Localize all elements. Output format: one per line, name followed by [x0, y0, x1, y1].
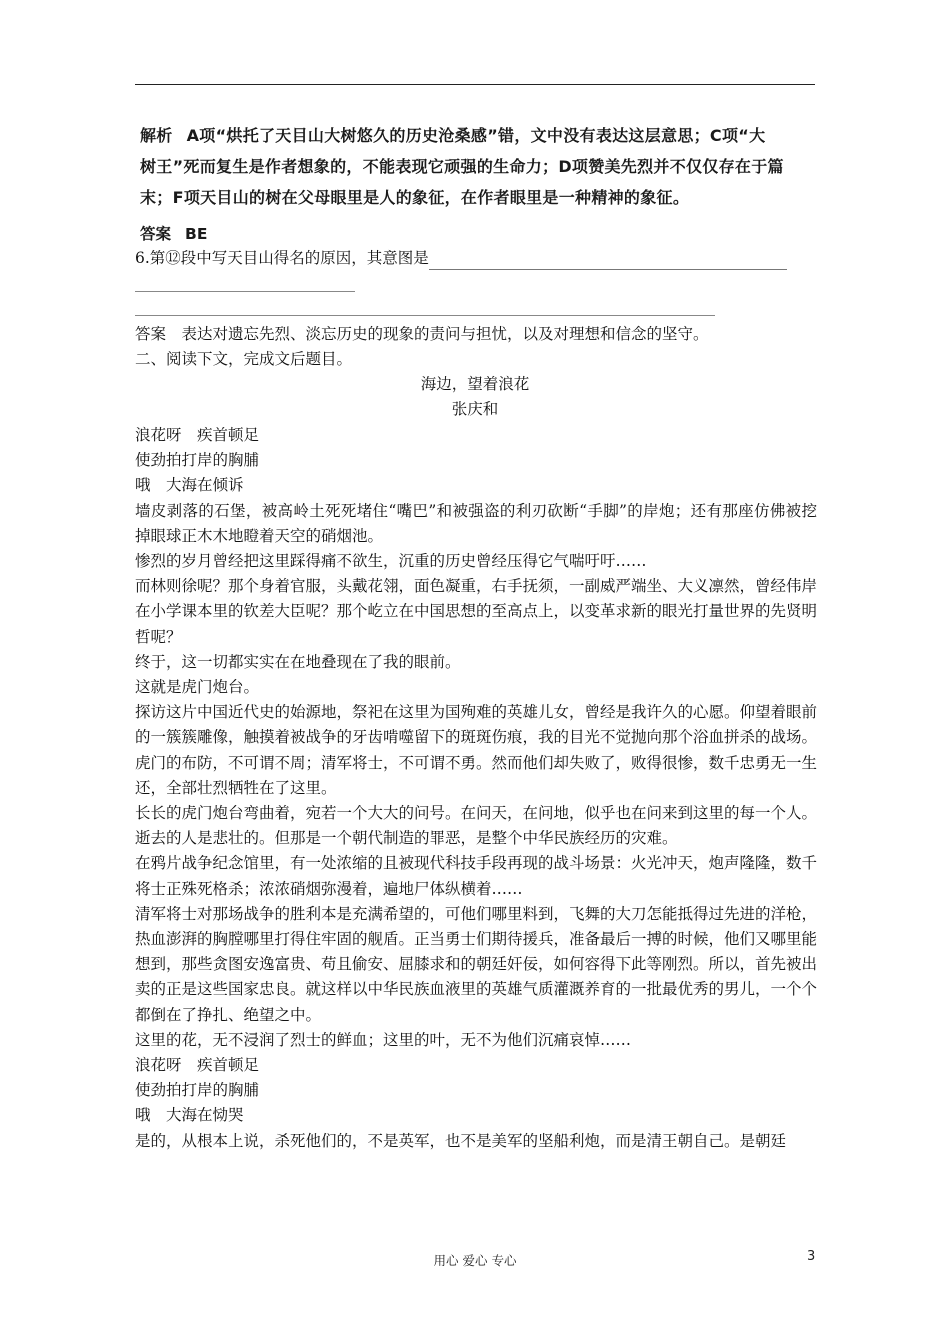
analysis-line-1: 解析 A项“烘托了天目山大树悠久的历史沧桑感”错，文中没有表达这层意思；C项“大	[140, 126, 766, 145]
paragraph: 墙皮剥落的石堡，被高岭土死死堵住“嘴巴”和被强盗的利刃砍断“手脚”的岸炮；还有那座仿佛被挖掉眼球正木木地瞪着天空的硝烟池。	[135, 501, 817, 545]
article-author: 张庆和	[451, 400, 499, 418]
question-6	[135, 246, 815, 270]
paragraph: 虎门的布防，不可谓不周；清军将士，不可谓不勇。然而他们却失败了，败得很惨，数千忠勇无一生还，全部壮烈牺牲在了这里。	[135, 753, 818, 797]
paragraph: 惨烈的岁月曾经把这里踩得痛不欲生，沉重的历史曾经压得它气喘吁吁……	[135, 552, 647, 571]
section-2-heading: 二、阅读下文，完成文后题目。	[135, 350, 353, 368]
paragraph: 长长的虎门炮台弯曲着，宛若一个大大的问号。在问天，在问地，似乎也在问来到这里的每一个人。	[135, 804, 818, 823]
answer-blank-line-3	[135, 315, 715, 316]
answer-value: BE	[185, 225, 208, 243]
page-footer: 用心 爱心 专心	[433, 1253, 517, 1268]
article-body	[135, 423, 817, 1154]
answer-6-text: 表达对遗忘先烈、淡忘历史的现象的责问与担忧，以及对理想和信念的坚守。	[181, 325, 709, 343]
page-number: 3	[807, 1249, 816, 1264]
answer-blank-line-2	[135, 291, 355, 292]
answer-6	[135, 322, 815, 346]
answer-blank	[429, 249, 787, 270]
header-rule	[135, 84, 815, 85]
paragraph: 浪花呀 疾首顿足	[135, 1056, 260, 1075]
paragraph: 探访这片中国近代史的始源地，祭祀在这里为国殉难的英雄儿女，曾经是我许久的心愿。仰望着眼前的一簇簇雕像，触摸着被战争的牙齿啃噬留下的斑斑伤痕，我的目光不觉抛向那个浴血拼杀的战场。	[135, 703, 818, 747]
paragraph: 清军将士对那场战争的胜利本是充满希望的，可他们哪里料到，飞舞的大刀怎能抵得过先进的洋枪，热血澎湃的胸膛哪里打得住牢固的舰盾。正当勇士们期待援兵，准备最后一搏的时候，他们又哪里能想到，那些贪图安逸富贵、苟且偷安、屈膝求和的朝廷奸佞，如何容得下此等刚烈。所以，首先被出卖的正是这些国家忠良。就这样以中华民族血液里的英雄气质灌溉养育的一批最优秀的男儿，一个个都倒在了挣扎、绝望之中。	[135, 904, 818, 1024]
analysis-block	[140, 120, 816, 213]
paragraph: 使劲拍打岸的胸脯	[135, 1081, 260, 1100]
paragraph: 是的，从根本上说，杀死他们的，不是英军，也不是美军的坚船利炮，而是清王朝自己。是朝廷	[135, 1131, 787, 1150]
paragraph: 终于，这一切都实实在在地叠现在了我的眼前。	[135, 652, 461, 671]
paragraph: 这就是虎门炮台。	[135, 678, 260, 697]
paragraph: 哦 大海在恸哭	[135, 1106, 244, 1125]
paragraph: 浪花呀 疾首顿足	[135, 426, 260, 444]
answer-6-label: 答案	[135, 325, 167, 343]
question-6-text: 6.第⑫段中写天目山得名的原因，其意图是	[135, 249, 429, 267]
analysis-label: 解析	[140, 126, 173, 145]
paragraph: 哦 大海在倾诉	[135, 476, 244, 495]
analysis-line-2: 树王”死而复生是作者想象的，不能表现它顽强的生命力；D项赞美先烈并不仅仅存在于篇	[140, 157, 784, 176]
paragraph: 在鸦片战争纪念馆里，有一处浓缩的且被现代科技手段再现的战斗场景：火光冲天，炮声隆隆，数千将士正殊死格杀；浓浓硝烟弥漫着，遍地尸体纵横着……	[135, 854, 818, 898]
paragraph: 而林则徐呢？那个身着官服，头戴花翎，面色凝重，右手抚须，一副威严端坐、大义凛然，曾经伟岸在小学课本里的钦差大臣呢？那个屹立在中国思想的至高点上，以变革求新的眼光打量世界的先贤明哲呢？	[135, 577, 818, 646]
paragraph: 使劲拍打岸的胸脯	[135, 451, 260, 470]
paragraph: 逝去的人是悲壮的。但那是一个朝代制造的罪恶，是整个中华民族经历的灾难。	[135, 829, 678, 848]
analysis-line-3: 末；F项天目山的树在父母眼里是人的象征，在作者眼里是一种精神的象征。	[140, 188, 690, 207]
answer-label: 答案	[140, 225, 172, 243]
article-title: 海边，望着浪花	[420, 375, 530, 393]
answer-be	[140, 222, 207, 244]
paragraph: 这里的花，无不浸润了烈士的鲜血；这里的叶，无不为他们沉痛哀悼……	[135, 1030, 632, 1049]
